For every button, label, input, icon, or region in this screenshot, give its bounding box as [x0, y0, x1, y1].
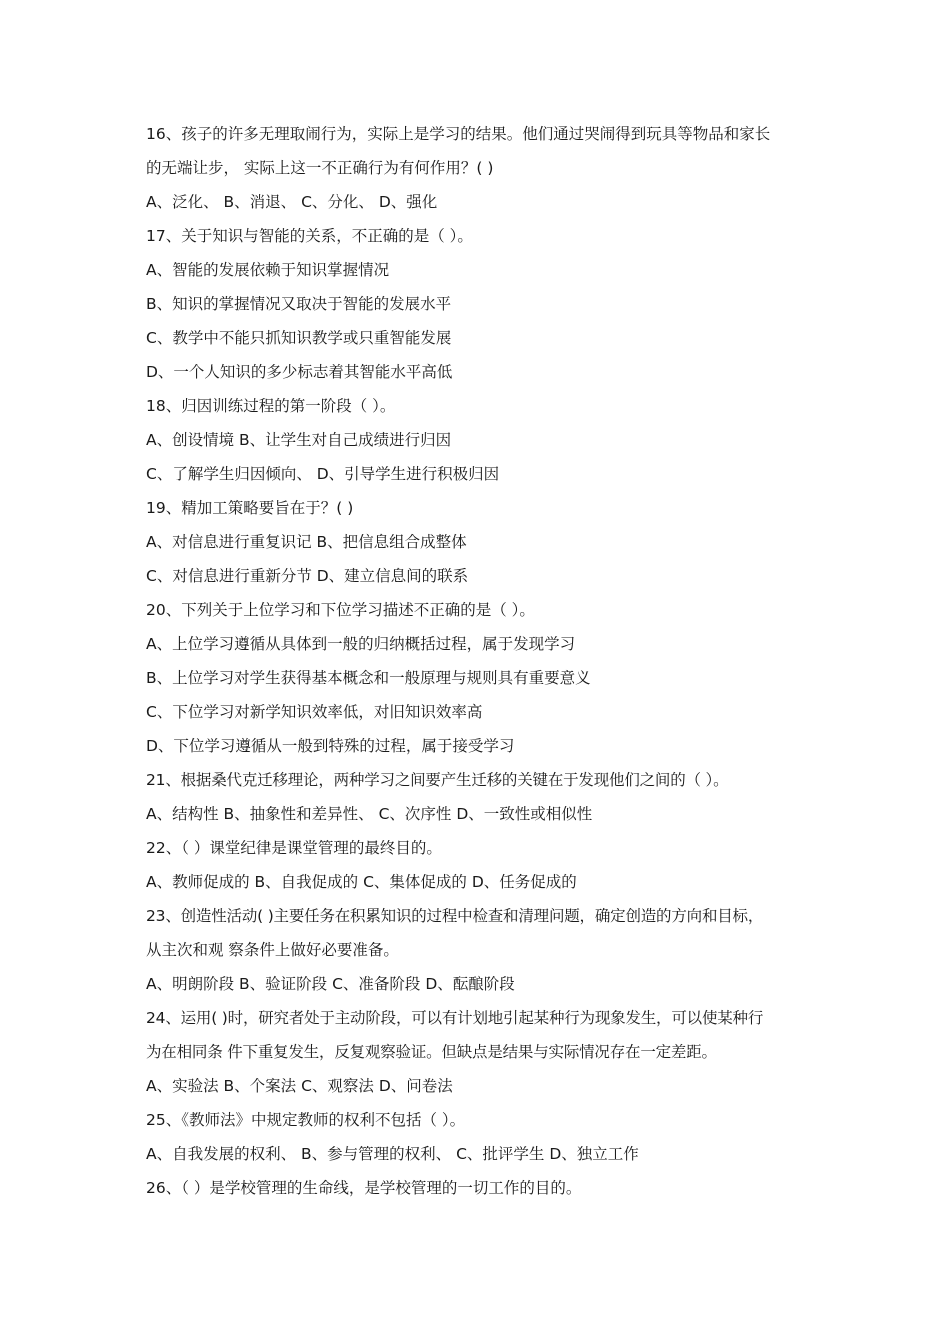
question-17-option-c: C、教学中不能只抓知识教学或只重智能发展 [146, 329, 452, 347]
question-24-line-2: 为在相同条 件下重复发生，反复观察验证。但缺点是结果与实际情况存在一定差距。 [146, 1043, 717, 1061]
question-23-line-1: 23、创造性活动( )主要任务在积累知识的过程中检查和清理问题，确定创造的方向和目标， [146, 907, 764, 925]
question-list [146, 124, 816, 1212]
question-20-option-d: D、下位学习遵循从一般到特殊的过程，属于接受学习 [146, 737, 515, 755]
question-25-options: A、自我发展的权利、 B、参与管理的权利、 C、批评学生 D、独立工作 [146, 1145, 639, 1163]
question-20-option-c: C、下位学习对新学知识效率低，对旧知识效率高 [146, 703, 483, 721]
question-22-stem: 22、（ ）课堂纪律是课堂管理的最终目的。 [146, 839, 442, 857]
question-20-stem: 20、下列关于上位学习和下位学习描述不正确的是（ ）。 [146, 601, 535, 619]
question-19-options-cd: C、对信息进行重新分节 D、建立信息间的联系 [146, 567, 469, 585]
question-18-options-ab: A、创设情境 B、让学生对自己成绩进行归因 [146, 431, 452, 449]
question-24-line-1: 24、运用( )时，研究者处于主动阶段，可以有计划地引起某种行为现象发生，可以使某种行 [146, 1009, 764, 1027]
question-23-options: A、明朗阶段 B、验证阶段 C、准备阶段 D、酝酿阶段 [146, 975, 515, 993]
question-17-option-b: B、知识的掌握情况又取决于智能的发展水平 [146, 295, 452, 313]
question-23-line-2: 从主次和观 察条件上做好必要准备。 [146, 941, 399, 959]
question-16-line-1: 16、孩子的许多无理取闹行为，实际上是学习的结果。他们通过哭闹得到玩具等物品和家长 [146, 125, 771, 143]
question-17-stem: 17、关于知识与智能的关系，不正确的是（ ）。 [146, 227, 473, 245]
question-26-stem: 26、（ ）是学校管理的生命线，是学校管理的一切工作的目的。 [146, 1179, 582, 1197]
question-25-stem: 25、《教师法》中规定教师的权利不包括（ ）。 [146, 1111, 466, 1129]
question-18-stem: 18、归因训练过程的第一阶段（ ）。 [146, 397, 396, 415]
question-16-line-2: 的无端让步， 实际上这一不正确行为有何作用？( ) [146, 159, 494, 177]
question-20-option-b: B、上位学习对学生获得基本概念和一般原理与规则具有重要意义 [146, 669, 591, 687]
question-21-options: A、结构性 B、抽象性和差异性、 C、次序性 D、一致性或相似性 [146, 805, 593, 823]
question-18-options-cd: C、了解学生归因倾向、 D、引导学生进行积极归因 [146, 465, 500, 483]
question-19-stem: 19、精加工策略要旨在于？( ) [146, 499, 354, 517]
question-16-options: A、泛化、 B、消退、 C、分化、 D、强化 [146, 193, 438, 211]
question-20-option-a: A、上位学习遵循从具体到一般的归纳概括过程，属于发现学习 [146, 635, 576, 653]
question-22-options: A、教师促成的 B、自我促成的 C、集体促成的 D、任务促成的 [146, 873, 577, 891]
question-21-stem: 21、根据桑代克迁移理论，两种学习之间要产生迁移的关键在于发现他们之间的（ ）。 [146, 771, 729, 789]
question-19-options-ab: A、对信息进行重复识记 B、把信息组合成整体 [146, 533, 467, 551]
question-17-option-d: D、一个人知识的多少标志着其智能水平高低 [146, 363, 453, 381]
question-24-options: A、实验法 B、个案法 C、观察法 D、问卷法 [146, 1077, 453, 1095]
question-17-option-a: A、智能的发展依赖于知识掌握情况 [146, 261, 390, 279]
